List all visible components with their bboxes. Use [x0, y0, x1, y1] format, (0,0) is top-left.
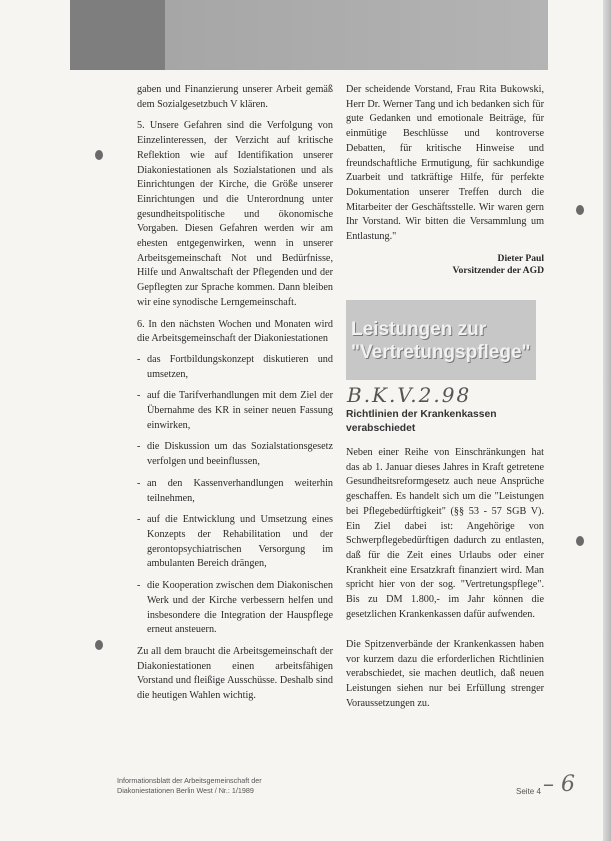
page-edge-shadow: [603, 0, 611, 841]
punch-hole-icon: [576, 205, 584, 215]
punch-hole-icon: [576, 536, 584, 546]
list-item: - auf die Tarifverhandlungen mit dem Ziel der Übernahme des KR in seiner neuen Fassung einwirken,: [137, 389, 333, 433]
header-band-right: [165, 0, 548, 70]
footer-line: Informationsblatt der Arbeitsgemeinschaft der: [117, 776, 262, 785]
punch-hole-icon: [95, 640, 103, 650]
list-item: - die Diskussion um das Sozialstationsgesetz verfolgen und beeinflussen,: [137, 440, 333, 469]
article-body-continued: [346, 638, 544, 712]
handwritten-page-number: – 6: [543, 772, 575, 797]
signature-name: Dieter Paul: [497, 252, 544, 264]
headline: [351, 318, 541, 364]
paragraph: Zu all dem braucht die Arbeitsgemeinschaft der Diakoniestationen einen arbeitsfähigen Vorstand und fleißige Ausschüsse. Deshalb sind die heutigen Wahlen wichtig.: [137, 645, 333, 702]
footer-publication: [117, 776, 447, 795]
list-item: - das Fortbildungskonzept diskutieren und umsetzen,: [137, 353, 333, 382]
paragraph: Neben einer Reihe von Einschränkungen hat das ab 1. Januar dieses Jahres in Kraft getretene Gesundheitsreformgesetz auch neue Ansprüche geschaffen. Es handelt sich um die "Leistungen bei Pflegebedürftigkeit" (§§ 53 - 57 SGB V). Ein Ziel dabei ist: Angehörige von Schwerpflegebedürftigen dadurch zu entlasten, daß für die Zeit eines Urlaubs oder einer Krankheit eine Ersatzkraft finanziert wird. Man spricht hier von der sog. "Vertretungspflege". Bis zu DM 1.800,- im Jahr können die gesetzlichen Krankenkassen dafür aufwenden.: [346, 447, 544, 620]
footer-line: Diakoniestationen Berlin West / Nr.: 1/1989: [117, 785, 254, 795]
header-band-left: [70, 0, 165, 70]
list-item: - auf die Entwicklung und Umsetzung eines Konzepts der Rehabilitation und der gerontopsychiatrischen Versorgung im ambulanten Bereich drängen,: [137, 513, 333, 572]
paragraph: 5. Unsere Gefahren sind die Verfolgung von Einzelinteressen, der Verzicht auf kritische Reflektion wie auf Identifikation unserer Diakoniestationen als Sozialstationen und als Einrichtungen der Kirche, die Größe unserer Einrichtungen und die Unterordnung unter gesundheitspolitische und ökonomische Vorgaben. Diesen Gefahren werden wir am ehesten entgegenwirken, wenn in unserer Arbeitsgemeinschaft Not und Bedürfnisse, Hilfe und Anwaltschaft der Pflegenden und der Gepflegten zur Sprache kommen. Dann bleiben wir eine synodische Lerngemeinschaft.: [137, 120, 333, 308]
task-list: [137, 353, 333, 638]
signature-role: Vorsitzender der AGD: [452, 265, 544, 277]
left-column: [137, 83, 333, 704]
paragraph: Die Spitzenverbände der Krankenkassen haben vor kurzem dazu die erforderlichen Richtlinien verabschiedet, sie machen deutlich, daß neuen Leistungen siehen nur bei Erfüllung strenger Voraussetzungen zu.: [346, 639, 544, 709]
handwritten-stamp: B.K.V.2.98: [347, 383, 472, 407]
right-column: [346, 83, 544, 278]
paragraph: 6. In den nächsten Wochen und Monaten wird die Arbeitsgemeinschaft der Diakoniestationen: [137, 318, 333, 345]
paragraph: Der scheidende Vorstand, Frau Rita Bukowski, Herr Dr. Werner Tang und ich bedanken sich für gute Gedanken und emotionale Beiträge, für einmütige Beschlüsse und kontroverse Debatten, für kritische Hinweise und freundschaftliche Ermutigung, für sachkundige Zuarbeit und tatkräftige Hilfe, für perfekte Dokumentation unserer Treffen durch die Mitarbeiter der Geschäftsstelle. Wir waren gern Ihr Vorstand. Wir bitten die Versammlung um Entlastung.": [346, 84, 544, 243]
list-item: - die Kooperation zwischen dem Diakonischen Werk und der Kirche verbessern helfen und insbesondere die Integration der Hauspflege erneut ansteuern.: [137, 579, 333, 638]
paragraph: gaben und Finanzierung unserer Arbeit gemäß dem Sozialgesetzbuch V klären.: [137, 84, 333, 110]
page-number: Seite 4: [516, 787, 541, 796]
signature-block: [346, 253, 544, 278]
subheadline: Richtlinien der Krankenkassen verabschiedet: [346, 409, 497, 434]
article-body: [346, 446, 544, 622]
list-item: - an den Kassenverhandlungen weiterhin teilnehmen,: [137, 477, 333, 506]
headline-line: "Vertretungspflege": [351, 342, 531, 363]
punch-hole-icon: [95, 150, 103, 160]
headline-line: Leistungen zur: [351, 319, 487, 340]
